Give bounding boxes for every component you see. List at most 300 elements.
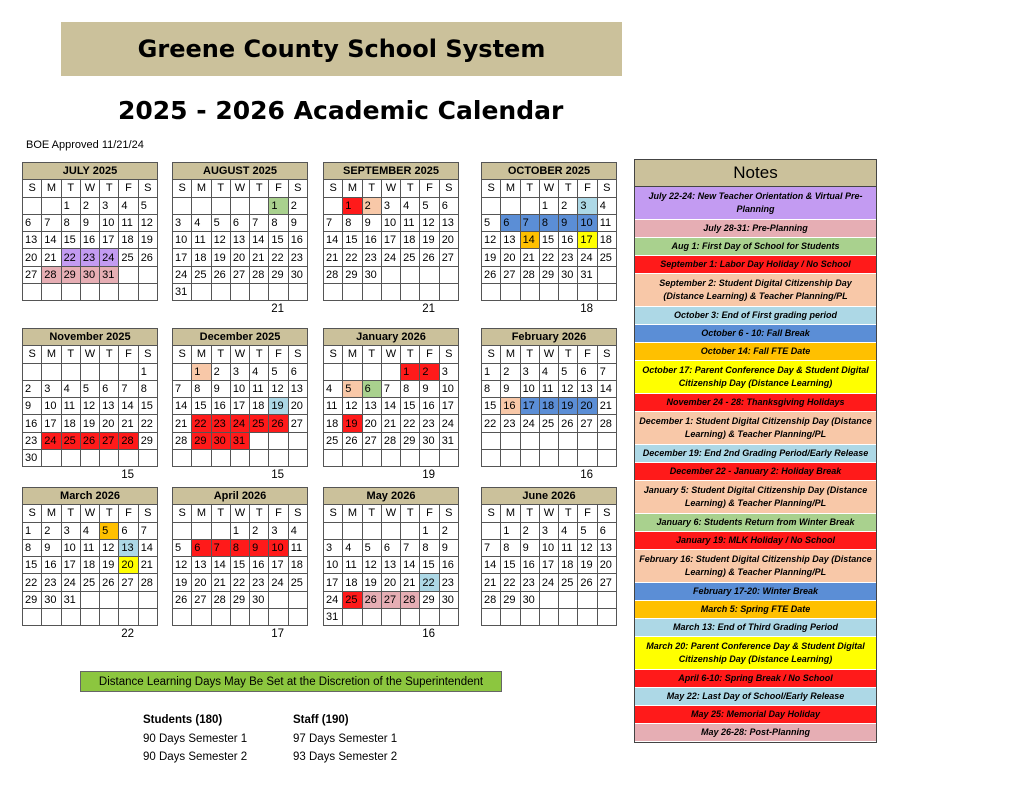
calendar-day: 3 — [539, 522, 558, 539]
empty-day-cell — [211, 197, 230, 214]
calendar-day: 6 — [578, 363, 597, 380]
calendar-day: 21 — [211, 574, 230, 591]
empty-day-cell — [23, 609, 42, 626]
empty-day-cell — [269, 284, 288, 301]
weekday-label: F — [119, 346, 138, 363]
calendar-day: 24 — [269, 574, 288, 591]
calendar-day: 22 — [192, 415, 211, 432]
calendar-day: 19 — [80, 415, 99, 432]
calendar-day: 28 — [520, 266, 539, 283]
calendar-day: 24 — [578, 249, 597, 266]
calendar-day: 10 — [42, 398, 61, 415]
weekday-label: W — [539, 346, 558, 363]
weekday-label: S — [324, 346, 343, 363]
calendar-day: 29 — [539, 266, 558, 283]
empty-day-cell — [23, 197, 42, 214]
weekday-label: T — [559, 346, 578, 363]
calendar-day: 10 — [269, 539, 288, 556]
month-calendar — [22, 162, 158, 317]
empty-day-cell — [539, 591, 558, 608]
calendar-day: 14 — [250, 232, 269, 249]
empty-day-cell — [42, 197, 61, 214]
calendar-day: 2 — [80, 197, 99, 214]
students-heading: Students (180) — [143, 714, 223, 726]
calendar-day: 25 — [539, 415, 558, 432]
calendar-day: 28 — [324, 266, 343, 283]
calendar-day: 15 — [192, 398, 211, 415]
calendar-day: 18 — [288, 557, 307, 574]
calendar-day: 14 — [597, 380, 616, 397]
empty-day-cell — [559, 432, 578, 449]
calendar-day: 21 — [173, 415, 192, 432]
empty-day-cell — [192, 522, 211, 539]
calendar-day: 25 — [597, 249, 616, 266]
calendar-day: 22 — [501, 574, 520, 591]
calendar-day: 6 — [439, 197, 458, 214]
calendar-day: 8 — [539, 214, 558, 231]
calendar-day: 25 — [250, 415, 269, 432]
page-title: 2025 - 2026 Academic Calendar — [118, 96, 564, 125]
month-school-day-count — [22, 303, 158, 317]
approval-note: BOE Approved 11/21/24 — [26, 139, 144, 151]
calendar-day: 6 — [192, 539, 211, 556]
calendar-day: 15 — [230, 557, 249, 574]
weekday-label: S — [439, 505, 458, 522]
calendar-day: 22 — [539, 249, 558, 266]
calendar-day: 10 — [61, 539, 80, 556]
calendar-day: 7 — [401, 539, 420, 556]
calendar-day: 11 — [119, 214, 138, 231]
month-school-day-count: 16 — [580, 469, 593, 482]
calendar-day: 18 — [250, 398, 269, 415]
weekday-label: W — [381, 505, 400, 522]
empty-day-cell — [80, 284, 99, 301]
empty-day-cell — [250, 609, 269, 626]
empty-day-cell — [192, 609, 211, 626]
month-school-day-count: 15 — [271, 469, 284, 482]
empty-day-cell — [324, 284, 343, 301]
calendar-day: 11 — [559, 539, 578, 556]
empty-day-cell — [230, 609, 249, 626]
calendar-day: 23 — [250, 574, 269, 591]
empty-day-cell — [362, 522, 381, 539]
students-semester-1: 90 Days Semester 1 — [143, 732, 248, 745]
weekday-label: T — [559, 505, 578, 522]
calendar-day: 29 — [401, 432, 420, 449]
calendar-day: 1 — [61, 197, 80, 214]
calendar-day: 22 — [138, 415, 157, 432]
calendar-day: 9 — [80, 214, 99, 231]
month-calendar — [323, 487, 459, 642]
calendar-day: 23 — [362, 249, 381, 266]
weekday-label: M — [501, 180, 520, 197]
weekday-label: W — [80, 505, 99, 522]
calendar-day: 27 — [288, 415, 307, 432]
calendar-day: 27 — [100, 432, 119, 449]
calendar-day: 21 — [138, 557, 157, 574]
weekday-label: M — [42, 180, 61, 197]
note-item: February 16: Student Digital Citizenship Day (Distance Learning) & Teacher Planning/PL — [635, 550, 876, 583]
empty-day-cell — [520, 197, 539, 214]
calendar-day: 29 — [420, 591, 439, 608]
empty-day-cell — [119, 363, 138, 380]
month-name: AUGUST 2025 — [173, 163, 308, 180]
calendar-day: 28 — [381, 432, 400, 449]
month-calendar — [172, 487, 308, 642]
empty-day-cell — [119, 450, 138, 467]
calendar-day: 2 — [439, 522, 458, 539]
calendar-day: 19 — [559, 398, 578, 415]
calendar-day: 3 — [439, 363, 458, 380]
calendar-day: 4 — [539, 363, 558, 380]
calendar-day: 9 — [559, 214, 578, 231]
calendar-day: 25 — [559, 574, 578, 591]
calendar-day: 26 — [362, 591, 381, 608]
empty-day-cell — [439, 266, 458, 283]
calendar-day: 6 — [381, 539, 400, 556]
calendar-day: 7 — [381, 380, 400, 397]
empty-day-cell — [401, 609, 420, 626]
calendar-day: 13 — [597, 539, 616, 556]
calendar-day: 14 — [381, 398, 400, 415]
calendar-day: 6 — [501, 214, 520, 231]
note-item: February 17-20: Winter Break — [635, 583, 876, 601]
calendar-day: 19 — [100, 557, 119, 574]
empty-day-cell — [539, 450, 558, 467]
calendar-day: 17 — [539, 557, 558, 574]
empty-day-cell — [343, 450, 362, 467]
weekday-label: F — [578, 505, 597, 522]
weekday-label: W — [80, 180, 99, 197]
empty-day-cell — [381, 363, 400, 380]
calendar-day: 16 — [211, 398, 230, 415]
note-item: March 5: Spring FTE Date — [635, 601, 876, 619]
month-school-day-count: 16 — [422, 628, 435, 641]
calendar-day: 7 — [211, 539, 230, 556]
calendar-day: 17 — [173, 249, 192, 266]
empty-day-cell — [381, 522, 400, 539]
calendar-day: 2 — [23, 380, 42, 397]
month-name: SEPTEMBER 2025 — [324, 163, 459, 180]
calendar-day: 20 — [230, 249, 249, 266]
calendar-day: 2 — [559, 197, 578, 214]
calendar-day: 27 — [192, 591, 211, 608]
weekday-label: F — [269, 505, 288, 522]
weekday-label: T — [250, 180, 269, 197]
empty-day-cell — [501, 284, 520, 301]
calendar-day: 1 — [269, 197, 288, 214]
empty-day-cell — [269, 591, 288, 608]
calendar-day: 13 — [439, 214, 458, 231]
calendar-day: 4 — [559, 522, 578, 539]
empty-day-cell — [80, 609, 99, 626]
empty-day-cell — [23, 284, 42, 301]
empty-day-cell — [343, 522, 362, 539]
calendar-day: 27 — [578, 415, 597, 432]
calendar-day: 18 — [324, 415, 343, 432]
calendar-day: 2 — [362, 197, 381, 214]
weekday-label: T — [520, 505, 539, 522]
empty-day-cell — [100, 363, 119, 380]
empty-day-cell — [288, 450, 307, 467]
calendar-day: 10 — [578, 214, 597, 231]
calendar-day: 11 — [597, 214, 616, 231]
calendar-day: 5 — [138, 197, 157, 214]
calendar-day: 14 — [520, 232, 539, 249]
calendar-day: 24 — [381, 249, 400, 266]
students-semester-2: 90 Days Semester 2 — [143, 751, 248, 763]
calendar-day: 12 — [100, 539, 119, 556]
note-item: December 19: End 2nd Grading Period/Early Release — [635, 445, 876, 463]
month-calendar — [481, 162, 617, 317]
calendar-day: 16 — [501, 398, 520, 415]
calendar-day: 8 — [23, 539, 42, 556]
calendar-day: 5 — [100, 522, 119, 539]
month-school-day-count: 22 — [121, 628, 134, 641]
weekday-label: S — [597, 346, 616, 363]
calendar-day: 1 — [420, 522, 439, 539]
weekday-label: T — [61, 346, 80, 363]
note-item: May 22: Last Day of School/Early Release — [635, 688, 876, 706]
empty-day-cell — [250, 284, 269, 301]
calendar-day: 21 — [42, 249, 61, 266]
weekday-label: S — [23, 505, 42, 522]
calendar-day: 3 — [42, 380, 61, 397]
weekday-label: S — [138, 346, 157, 363]
calendar-day: 26 — [269, 415, 288, 432]
calendar-day: 18 — [343, 574, 362, 591]
calendar-day: 19 — [269, 398, 288, 415]
weekday-label: T — [362, 505, 381, 522]
empty-day-cell — [173, 609, 192, 626]
calendar-day: 21 — [324, 249, 343, 266]
calendar-day: 24 — [61, 574, 80, 591]
month-calendar — [481, 328, 617, 483]
empty-day-cell — [501, 432, 520, 449]
calendar-day: 15 — [138, 398, 157, 415]
calendar-day: 4 — [192, 214, 211, 231]
calendar-day: 7 — [173, 380, 192, 397]
calendar-day: 14 — [211, 557, 230, 574]
calendar-day: 13 — [230, 232, 249, 249]
calendar-day: 18 — [119, 232, 138, 249]
empty-day-cell — [401, 522, 420, 539]
empty-day-cell — [578, 284, 597, 301]
calendar-day: 11 — [61, 398, 80, 415]
empty-day-cell — [501, 609, 520, 626]
calendar-day: 4 — [61, 380, 80, 397]
empty-day-cell — [343, 609, 362, 626]
calendar-day: 15 — [401, 398, 420, 415]
note-item: October 17: Parent Conference Day & Student Digital Citizenship Day (Distance Learning) — [635, 361, 876, 394]
calendar-day: 25 — [192, 266, 211, 283]
empty-day-cell — [401, 266, 420, 283]
calendar-day: 18 — [597, 232, 616, 249]
note-item: December 1: Student Digital Citizenship Day (Distance Learning) & Teacher Planning/PL — [635, 412, 876, 445]
weekday-label: S — [173, 180, 192, 197]
calendar-day: 20 — [23, 249, 42, 266]
empty-day-cell — [578, 591, 597, 608]
note-item: July 22-24: New Teacher Orientation & Virtual Pre-Planning — [635, 187, 876, 220]
calendar-day: 26 — [559, 415, 578, 432]
calendar-day: 22 — [482, 415, 501, 432]
empty-day-cell — [288, 432, 307, 449]
calendar-day: 8 — [482, 380, 501, 397]
empty-day-cell — [520, 284, 539, 301]
empty-day-cell — [482, 522, 501, 539]
calendar-day: 22 — [401, 415, 420, 432]
empty-day-cell — [597, 266, 616, 283]
empty-day-cell — [559, 450, 578, 467]
calendar-day: 5 — [362, 539, 381, 556]
calendar-day: 6 — [100, 380, 119, 397]
calendar-day: 23 — [501, 415, 520, 432]
calendar-day: 24 — [42, 432, 61, 449]
empty-day-cell — [539, 432, 558, 449]
month-name: February 2026 — [482, 329, 617, 346]
empty-day-cell — [597, 609, 616, 626]
empty-day-cell — [100, 284, 119, 301]
calendar-day: 11 — [324, 398, 343, 415]
calendar-day: 26 — [420, 249, 439, 266]
empty-day-cell — [138, 609, 157, 626]
calendar-day: 30 — [250, 591, 269, 608]
calendar-day: 28 — [482, 591, 501, 608]
calendar-day: 2 — [501, 363, 520, 380]
calendar-day: 5 — [343, 380, 362, 397]
calendar-day: 27 — [501, 266, 520, 283]
calendar-day: 12 — [173, 557, 192, 574]
note-item: March 20: Parent Conference Day & Student Digital Citizenship Day (Distance Learning) — [635, 637, 876, 670]
calendar-day: 26 — [138, 249, 157, 266]
weekday-label: S — [482, 346, 501, 363]
calendar-day: 12 — [420, 214, 439, 231]
calendar-day: 30 — [559, 266, 578, 283]
empty-day-cell — [100, 609, 119, 626]
weekday-label: S — [482, 505, 501, 522]
calendar-day: 17 — [61, 557, 80, 574]
empty-day-cell — [250, 432, 269, 449]
weekday-label: T — [250, 346, 269, 363]
student-day-counts — [143, 711, 247, 767]
calendar-day: 4 — [119, 197, 138, 214]
calendar-day: 13 — [119, 539, 138, 556]
calendar-day: 17 — [381, 232, 400, 249]
calendar-day: 31 — [100, 266, 119, 283]
empty-day-cell — [439, 609, 458, 626]
calendar-day: 21 — [520, 249, 539, 266]
empty-day-cell — [381, 284, 400, 301]
weekday-label: M — [192, 180, 211, 197]
empty-day-cell — [173, 197, 192, 214]
calendar-day: 10 — [173, 232, 192, 249]
weekday-label: W — [230, 505, 249, 522]
weekday-label: S — [288, 346, 307, 363]
calendar-day: 30 — [420, 432, 439, 449]
month-calendar — [172, 328, 308, 483]
calendar-day: 16 — [288, 232, 307, 249]
month-name: May 2026 — [324, 488, 459, 505]
empty-day-cell — [42, 363, 61, 380]
calendar-day: 9 — [23, 398, 42, 415]
calendar-day: 2 — [288, 197, 307, 214]
weekday-label: S — [23, 180, 42, 197]
calendar-day: 1 — [23, 522, 42, 539]
calendar-day: 9 — [420, 380, 439, 397]
weekday-label: M — [343, 180, 362, 197]
distance-learning-banner: Distance Learning Days May Be Set at the Discretion of the Superintendent — [80, 671, 502, 692]
month-school-day-count: 21 — [271, 303, 284, 316]
calendar-day: 6 — [119, 522, 138, 539]
calendar-day: 28 — [401, 591, 420, 608]
weekday-label: F — [119, 180, 138, 197]
empty-day-cell — [420, 266, 439, 283]
calendar-day: 23 — [420, 415, 439, 432]
weekday-label: M — [42, 505, 61, 522]
calendar-day: 10 — [539, 539, 558, 556]
calendar-day: 5 — [482, 214, 501, 231]
weekday-label: W — [539, 505, 558, 522]
calendar-day: 5 — [578, 522, 597, 539]
calendar-day: 17 — [100, 232, 119, 249]
empty-day-cell — [211, 284, 230, 301]
calendar-day: 1 — [230, 522, 249, 539]
calendar-day: 12 — [343, 398, 362, 415]
calendar-day: 7 — [119, 380, 138, 397]
calendar-day: 31 — [61, 591, 80, 608]
calendar-day: 1 — [138, 363, 157, 380]
weekday-label: T — [61, 505, 80, 522]
month-school-day-count: 21 — [422, 303, 435, 316]
calendar-day: 20 — [597, 557, 616, 574]
staff-semester-1: 97 Days Semester 1 — [293, 732, 398, 745]
weekday-label: T — [100, 505, 119, 522]
calendar-day: 20 — [381, 574, 400, 591]
calendar-day: 4 — [80, 522, 99, 539]
calendar-day: 20 — [362, 415, 381, 432]
calendar-day: 23 — [439, 574, 458, 591]
weekday-label: S — [439, 180, 458, 197]
calendar-day: 30 — [520, 591, 539, 608]
empty-day-cell — [80, 363, 99, 380]
calendar-day: 8 — [61, 214, 80, 231]
month-school-day-count: 15 — [121, 469, 134, 482]
calendar-day: 15 — [61, 232, 80, 249]
note-item: September 1: Labor Day Holiday / No School — [635, 256, 876, 274]
calendar-day: 12 — [482, 232, 501, 249]
calendar-day: 20 — [501, 249, 520, 266]
calendar-day: 9 — [288, 214, 307, 231]
empty-day-cell — [324, 197, 343, 214]
calendar-day: 10 — [230, 380, 249, 397]
calendar-day: 9 — [439, 539, 458, 556]
calendar-day: 8 — [343, 214, 362, 231]
calendar-day: 13 — [288, 380, 307, 397]
calendar-day: 23 — [23, 432, 42, 449]
empty-day-cell — [61, 450, 80, 467]
calendar-day: 12 — [559, 380, 578, 397]
calendar-day: 20 — [578, 398, 597, 415]
calendar-day: 11 — [288, 539, 307, 556]
empty-day-cell — [138, 266, 157, 283]
calendar-day: 8 — [192, 380, 211, 397]
calendar-day: 18 — [401, 232, 420, 249]
empty-day-cell — [138, 284, 157, 301]
note-item: October 14: Fall FTE Date — [635, 343, 876, 361]
calendar-day: 7 — [482, 539, 501, 556]
calendar-day: 5 — [211, 214, 230, 231]
calendar-day: 19 — [482, 249, 501, 266]
